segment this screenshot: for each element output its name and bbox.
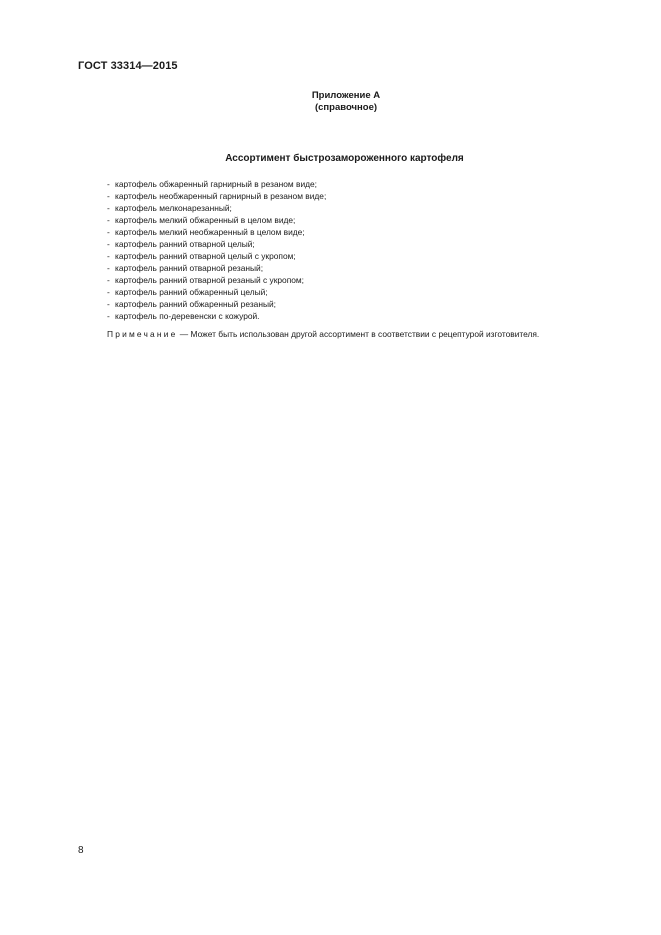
list-item-text: картофель необжаренный гарнирный в резаном виде;	[115, 191, 327, 201]
appendix-heading	[296, 90, 396, 114]
note-label: Примечание	[107, 329, 178, 339]
list-bullet: -	[107, 287, 110, 297]
list-bullet: -	[107, 299, 110, 309]
list-bullet: -	[107, 275, 110, 285]
note	[107, 329, 539, 339]
list-item-text: картофель ранний отварной резаный с укропом;	[115, 275, 304, 285]
assortment-list	[107, 178, 326, 322]
list-bullet: -	[107, 251, 110, 261]
list-item-text: картофель мелконарезанный;	[115, 203, 232, 213]
page-number: 8	[78, 845, 84, 856]
list-item-text: картофель по-деревенски с кожурой.	[115, 311, 260, 321]
list-item	[107, 202, 326, 214]
list-bullet: -	[107, 263, 110, 273]
list-item	[107, 310, 326, 322]
list-bullet: -	[107, 227, 110, 237]
list-item	[107, 274, 326, 286]
list-item	[107, 298, 326, 310]
list-item-text: картофель ранний обжаренный целый;	[115, 287, 268, 297]
list-bullet: -	[107, 203, 110, 213]
list-item-text: картофель обжаренный гарнирный в резаном виде;	[115, 179, 318, 189]
list-item	[107, 238, 326, 250]
list-bullet: -	[107, 311, 110, 321]
list-item	[107, 226, 326, 238]
note-text: — Может быть использован другой ассортимент в соответствии с рецептурой изготовителя.	[177, 329, 540, 339]
list-item-text: картофель ранний отварной целый с укропом;	[115, 251, 296, 261]
list-item-text: картофель мелкий обжаренный в целом виде;	[115, 215, 296, 225]
list-item-text: картофель ранний отварной резаный;	[115, 263, 264, 273]
list-bullet: -	[107, 239, 110, 249]
list-item	[107, 190, 326, 202]
document-code: ГОСТ 33314—2015	[78, 60, 178, 72]
list-item-text: картофель ранний отварной целый;	[115, 239, 255, 249]
list-item	[107, 214, 326, 226]
list-item	[107, 178, 326, 190]
section-title: Ассортимент быстрозамороженного картофеля	[225, 153, 464, 164]
list-bullet: -	[107, 191, 110, 201]
list-bullet: -	[107, 179, 110, 189]
list-bullet: -	[107, 215, 110, 225]
appendix-subtitle: (справочное)	[314, 102, 378, 113]
list-item-text: картофель ранний обжаренный резаный;	[115, 299, 276, 309]
list-item-text: картофель мелкий необжаренный в целом виде;	[115, 227, 305, 237]
list-item	[107, 262, 326, 274]
list-item	[107, 250, 326, 262]
appendix-title: Приложение А	[311, 90, 381, 101]
list-item	[107, 286, 326, 298]
